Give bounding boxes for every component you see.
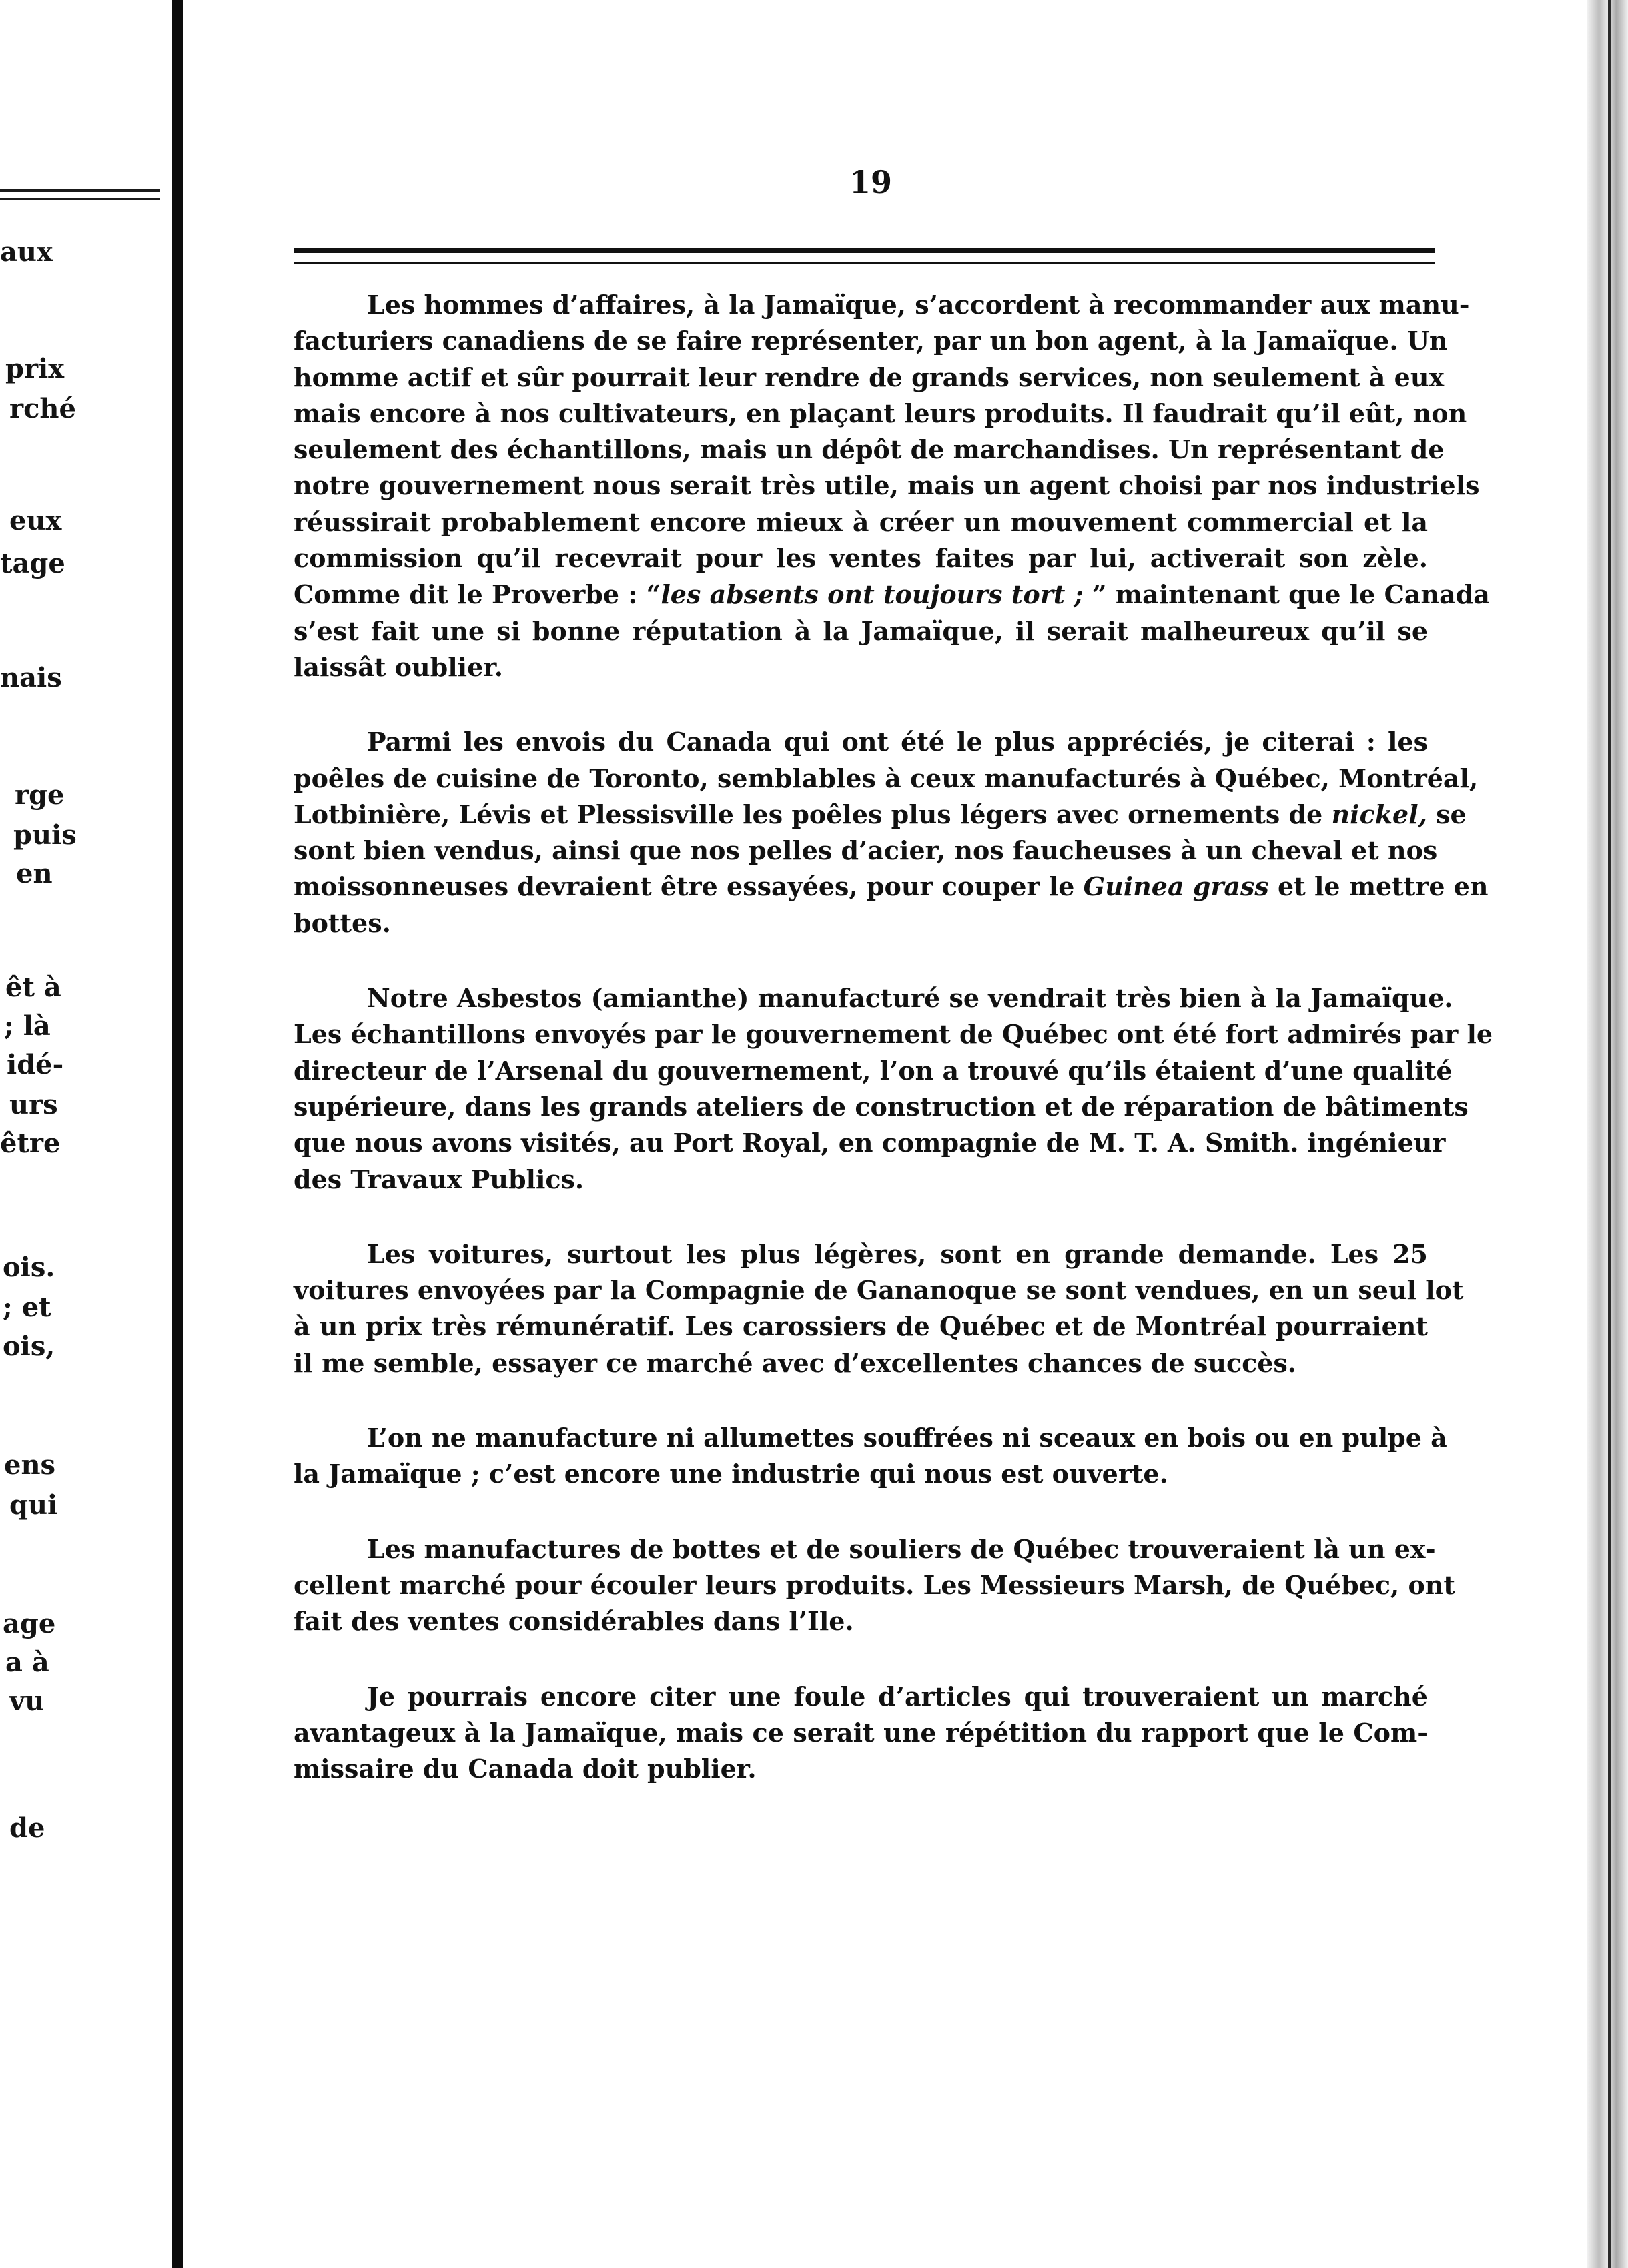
left-page-fragment: ; là [4,1010,51,1042]
paragraph-7 [294,1679,1428,1788]
left-page-rule [0,189,160,200]
text-line: bottes. [294,907,391,938]
text-line: mais encore à nos cultivateurs, en plaçant leurs produits. Il faudrait qu’il eût, non [294,398,1467,428]
italic-quote: les absents ont toujours tort ; [661,579,1084,610]
left-page-fragment: en [16,858,53,889]
text-segment: moissonneuses devraient être essayées, pour couper le [294,871,1084,902]
text-line: à un prix très rémunératif. Les carossiers de Québec et de Montréal pourraient [294,1311,1428,1342]
left-page-fragment: ; et [3,1292,51,1323]
text-line: laissât oublier. [294,651,504,682]
left-page-fragment: qui [9,1489,58,1521]
italic-term: Guinea grass [1083,871,1269,902]
left-page-fragment: aux [0,236,53,268]
italic-term: nickel, [1331,799,1427,829]
left-page-fragment: nais [0,662,62,693]
page-edge-line [1608,0,1611,2268]
left-page-fragment: vu [9,1685,45,1717]
text-line: que nous avons visités, au Port Royal, en compagnie de M. T. A. Smith. ingénieur [294,1128,1446,1158]
text-line [294,797,1467,833]
text-line: L’on ne manufacture ni allumettes souffrées ni sceaux en bois ou en pulpe à [367,1423,1447,1453]
text-line: directeur de l’Arsenal du gouvernement, l’on a trouvé qu’ils étaient d’une qualité [294,1055,1453,1086]
page-number: 19 [849,164,892,200]
page-edge [1587,0,1628,2268]
text-line: avantageux à la Jamaïque, mais ce serait une répétition du rapport que le Com- [294,1717,1428,1748]
text-line: seulement des échantillons, mais un dépôt de marchandises. Un représentant de [294,434,1445,465]
left-page-fragment: puis [13,819,77,851]
left-page-fragment: idé- [7,1049,64,1080]
paragraph-1 [294,287,1490,685]
header-rule [294,248,1435,264]
text-line: missaire du Canada doit publier. [294,1754,757,1784]
text-line: la Jamaïque ; c’est encore une industrie qui nous est ouverte. [294,1459,1168,1489]
text-line: des Travaux Publics. [294,1164,584,1194]
text-line: voitures envoyées par la Compagnie de Gananoque se sont vendues, en un seul lot [294,1275,1464,1306]
text-line: commission qu’il recevrait pour les ventes faites par lui, activerait son zèle. [294,543,1428,574]
text-line: réussirait probablement encore mieux à créer un mouvement commercial et la [294,506,1428,537]
left-page-fragment: urs [9,1089,58,1120]
left-page-fragment: prix [5,353,65,384]
left-page-fragment: êt à [5,972,61,1003]
text-line: homme actif et sûr pourrait leur rendre de grands services, non seulement à eux [294,362,1445,392]
text-line: notre gouvernement nous serait très utile, mais un agent choisi par nos industriels [294,470,1480,501]
text-line: cellent marché pour écouler leurs produits. Les Messieurs Marsh, de Québec, ont [294,1569,1455,1600]
left-page-fragment: de [9,1812,45,1844]
text-line: Parmi les envois du Canada qui ont été le plus appréciés, je citerai : les [367,727,1428,757]
left-page-fragment: être [0,1128,61,1159]
left-page-fragment: ens [4,1449,56,1481]
text-line: supérieure, dans les grands ateliers de construction et de réparation de bâtiments [294,1091,1469,1122]
body-text [294,287,1493,1826]
paragraph-4 [294,1236,1464,1381]
text-segment: et le mettre en [1268,871,1489,902]
text-line: Les échantillons envoyés par le gouvernement de Québec ont été fort admirés par le [294,1019,1493,1050]
paragraph-2 [294,724,1489,941]
paragraph-6 [294,1531,1455,1640]
text-segment: Lotbinière, Lévis et Plessisville les poêles plus légers avec ornements de [294,799,1332,829]
left-page-fragment: rché [9,393,76,424]
text-line [294,869,1489,905]
paragraph-5 [294,1420,1447,1493]
text-line: fait des ventes considérables dans l’Ile. [294,1606,854,1637]
text-line: s’est fait une si bonne réputation à la Jamaïque, il serait malheureux qu’il se [294,615,1428,646]
left-page-fragment: a à [5,1647,49,1678]
text-line: facturiers canadiens de se faire représenter, par un bon agent, à la Jamaïque. Un [294,326,1448,356]
text-line: poêles de cuisine de Toronto, semblables à ceux manufacturés à Québec, Montréal, [294,763,1479,793]
left-page-fragment: ois. [3,1252,55,1283]
left-page-strip [0,0,172,2268]
text-line: Les voitures, surtout les plus légères, sont en grande demande. Les 25 [367,1238,1428,1269]
left-page-fragment: rge [15,779,65,811]
left-page-fragment: eux [9,505,62,536]
text-line: il me semble, essayer ce marché avec d’excellentes chances de succès. [294,1347,1297,1378]
text-line: Je pourrais encore citer une foule d’articles qui trouveraient un marché [367,1681,1428,1712]
text-line: Les manufactures de bottes et de souliers de Québec trouveraient là un ex- [367,1533,1436,1564]
text-line: Les hommes d’affaires, à la Jamaïque, s’accordent à recommander aux manu- [367,290,1470,320]
text-segment: se [1427,799,1467,829]
paragraph-3 [294,980,1493,1198]
left-page-fragment: ois, [3,1331,55,1362]
text-line [294,577,1490,613]
text-line: Notre Asbestos (amianthe) manufacturé se vendrait très bien à la Jamaïque. [367,983,1453,1014]
book-gutter [172,0,183,2268]
left-page-fragment: age [3,1608,56,1639]
text-line: sont bien vendus, ainsi que nos pelles d’acier, nos faucheuses à un cheval et nos [294,835,1438,866]
text-segment: ” maintenant que le Canada [1083,579,1490,610]
left-page-fragment: tage [0,548,65,579]
text-segment: Comme dit le Proverbe : “ [294,579,661,610]
